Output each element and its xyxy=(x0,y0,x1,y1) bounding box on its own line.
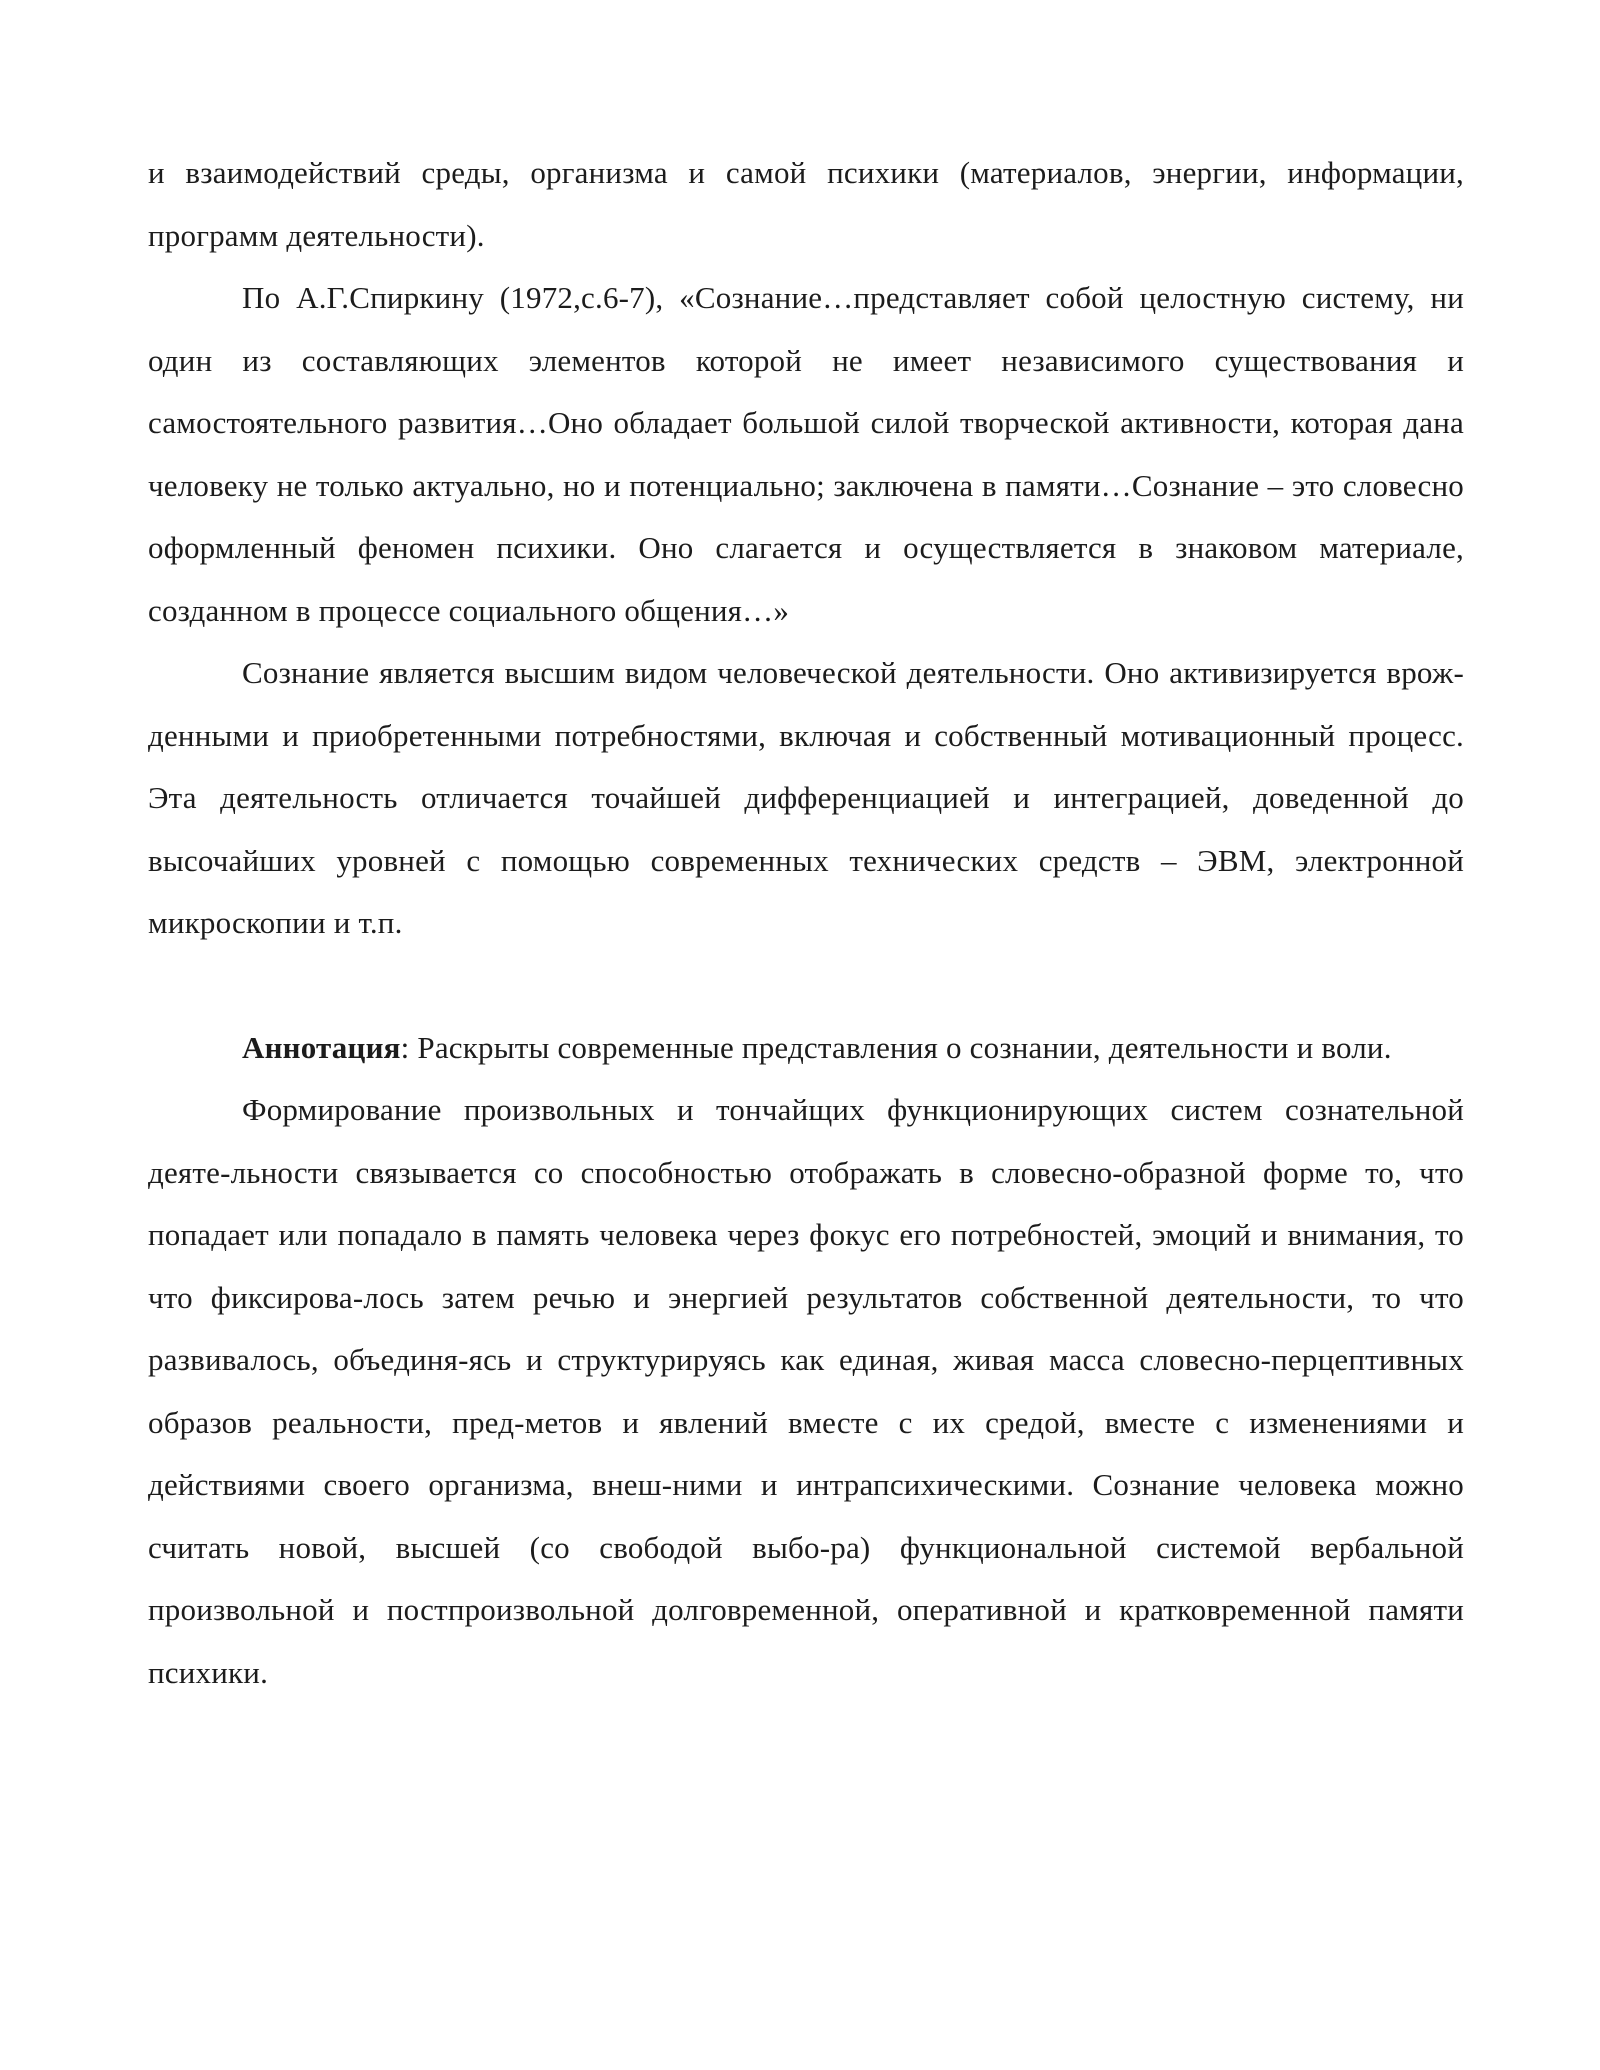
paragraph-spirkin-quote: По А.Г.Спиркину (1972,с.6-7), «Сознание…представляет собой целостную систему, ни один из составляющих элементов которой не имеет независимого существования и самостоятельного развития…Оно обладает большой силой творческой активности, которая дана человеку не только актуально, но и потенциально; заключена в памяти…Сознание – это словесно оформленный феномен психики. Оно слагается и осуществляется в знаковом материале, созданном в процессе социального общения…» xyxy=(148,280,1464,628)
document-page xyxy=(148,142,1464,1704)
annotation-paragraph xyxy=(148,1017,1464,1080)
paragraph-formation: Формирование произвольных и тончайщих функционирующих систем сознательной деяте-льности связывается со способностью отображать в словесно-образной форме то, что попадает или попадало в память человека через фокус его потребностей, эмоций и внимания, то что фиксирова-лось затем речью и энергией результатов собственной деятельности, то что развивалось, объединя-ясь и структурируясь как единая, живая масса словесно-перцептивных образов реальности, пред-метов и явлений вместе с их средой, вместе с изменениями и действиями своего организма, внеш-ними и интрапсихическими. Сознание человека можно считать новой, высшей (со свободой выбо-ра) функциональной системой вербальной произвольной и постпроизвольной долговременной, оперативной и кратковременной памяти психики. xyxy=(148,1092,1464,1690)
annotation-label: Аннотация xyxy=(242,1029,401,1065)
annotation-text: Раскрыты современные представления о сознании, деятельности и воли. xyxy=(409,1029,1392,1065)
paragraph-consciousness-activity: Сознание является высшим видом человеческой деятельности. Оно активизируется врож-денными и приобретенными потребностями, включая и собственный мотивационный процесс. Эта деятельность отличается точайшей дифференциацией и интеграцией, доведенной до высочайших уровней с помощью современных технических средств – ЭВМ, электронной микроскопии и т.п. xyxy=(148,655,1464,940)
paragraph-spacer xyxy=(148,955,1464,1017)
paragraph-continuation: и взаимодействий среды, организма и самой психики (материалов, энергии, информации, программ деятельности). xyxy=(148,155,1464,253)
annotation-separator: : xyxy=(400,1029,410,1065)
